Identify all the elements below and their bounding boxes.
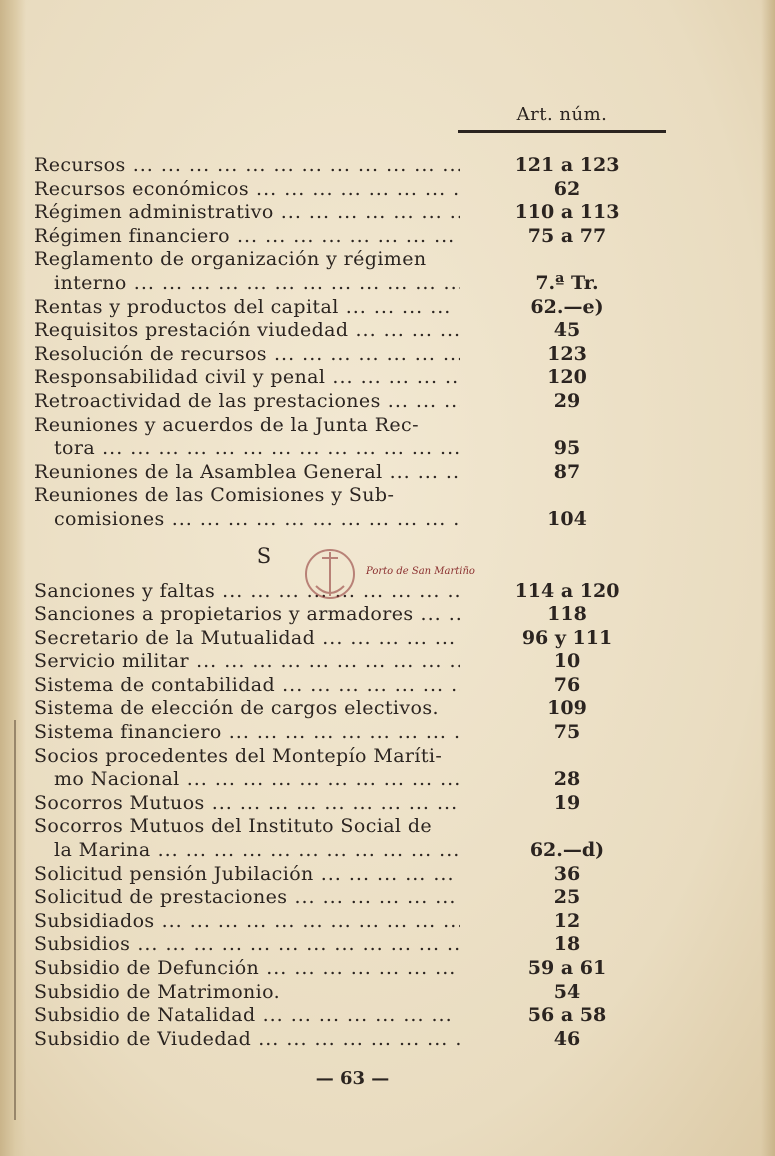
index-term [34,225,460,249]
index-term-text: mo Nacional ... . [54,768,460,790]
article-reference [460,484,634,508]
article-reference: 45 [553,319,581,342]
index-term-text: Subsidio de Natalidad ... . [34,1004,460,1026]
index-term [34,863,460,887]
article-reference: 109 [547,697,587,720]
page-edge-shadow-right [761,0,775,1156]
index-entry [34,319,634,343]
index-entry [34,768,634,792]
index-term [34,484,460,508]
index-entry [34,366,634,390]
article-reference: 7.ª Tr. [535,271,599,294]
index-term-text: Solicitud de prestaciones ... . [34,886,460,908]
index-term [34,248,460,272]
article-reference: 121 a 123 [514,154,620,176]
article-reference: 28 [553,768,581,791]
index-term [34,981,460,1005]
index-entry [34,272,634,296]
index-term-text: Socorros Mutuos del Instituto Social de [34,815,433,838]
index-term [34,366,460,390]
index-entry [34,745,634,769]
index-entry [34,201,634,225]
index-term-text: Secretario de la Mutualidad ... . [34,627,460,649]
article-reference: 36 [553,862,581,885]
index-entry [34,508,634,532]
article-reference: 110 a 113 [514,201,620,224]
index-term [34,910,460,934]
index-term [34,390,460,414]
index-term [34,957,460,981]
page-edge-shadow [0,0,26,1156]
index-term-text: Solicitud pensión Jubilación ... . [34,863,460,885]
index-term [34,343,460,367]
article-reference: 18 [553,933,581,956]
index-term-text: Sistema financiero ... . [34,721,460,743]
page-edge-crease [14,720,16,1120]
index-term-text: Recursos económicos ... . [34,178,460,200]
index-term-text: Sanciones a propietarios y armadores ... . [34,603,460,625]
index-term [34,745,460,769]
index-entry [34,721,634,745]
index-term-text: Subsidiados ... . [34,910,460,932]
index-term [34,792,460,816]
index-entry [34,1004,634,1028]
article-reference: 62.—d) [529,839,605,862]
index-term-text: comisiones ... . [54,508,460,530]
index-term-text: Servicio militar ... . [34,650,460,672]
index-entry [34,1028,634,1052]
article-reference: 95 [553,437,581,460]
page-number: — 63 — [315,1068,390,1089]
index-term [34,201,460,225]
index-entry [34,225,634,249]
index-term-text: Subsidio de Viudedad ... . [34,1028,460,1050]
index-term [34,839,460,863]
index-term-text: Retroactividad de las prestaciones ... . [34,390,460,412]
article-reference [460,745,634,769]
index-term-text: Régimen administrativo ... . [34,201,460,223]
index-term [34,627,460,651]
index-term-text: Subsidio de Matrimonio. [34,980,281,1003]
article-reference: 25 [553,886,581,909]
index-term-text: Rentas y productos del capital ... . [34,296,460,318]
index-term [34,154,460,178]
column-header-art-num: Art. núm. [516,104,608,125]
index-entry [34,390,634,414]
index-term-text: Reglamento de organización y régimen [34,248,427,271]
index-section-r [34,154,634,532]
index-term [34,508,460,532]
index-entry [34,414,634,438]
index-entry [34,863,634,887]
index-term [34,437,460,461]
article-reference: 118 [547,603,587,626]
index-entry [34,933,634,957]
index-entry [34,957,634,981]
index-term [34,721,460,745]
index-entry [34,886,634,910]
index-term-text: Sanciones y faltas ... . [34,580,460,602]
index-term-text: Reuniones de la Asamblea General ... . [34,461,460,483]
index-term [34,1004,460,1028]
index-term-text: tora ... . [54,437,460,459]
index-term [34,319,460,343]
index-term [34,650,460,674]
article-reference: 59 a 61 [527,957,607,979]
index-term-text: Sistema de contabilidad ... . [34,674,460,696]
article-reference: 29 [553,389,581,412]
article-reference: 54 [553,980,581,1003]
index-entry [34,839,634,863]
article-reference: 76 [553,673,581,696]
index-entry [34,792,634,816]
index-term [34,414,460,438]
article-reference: 62.—e) [530,295,604,318]
index-term-text: Reuniones de las Comisiones y Sub- [34,484,395,507]
index-entry [34,910,634,934]
index-term-text: interno ... . [54,272,460,294]
index-term [34,933,460,957]
index-term-text: Subsidio de Defunción ... . [34,957,460,979]
index-entry [34,154,634,178]
article-reference: 75 [553,721,581,744]
index-entry [34,627,634,651]
index-term [34,886,460,910]
index-term-text: Subsidios ... . [34,933,460,955]
article-reference: 120 [547,366,587,389]
article-reference: 62 [553,177,581,200]
index-entry [34,981,634,1005]
index-entry [34,697,634,721]
stamp-text: Porto de San Martiño [366,566,475,577]
article-reference: 46 [553,1027,581,1050]
index-term-text: la Marina ... . [54,839,460,861]
article-reference [460,248,634,272]
index-term [34,178,460,202]
index-entry [34,248,634,272]
library-stamp [296,538,496,618]
index-term [34,815,460,839]
header-rule [458,130,666,133]
article-reference [460,815,634,839]
index-entry [34,484,634,508]
index-term-text: Régimen financiero ... . [34,225,460,247]
article-reference: 12 [553,909,581,932]
index-term-text: Requisitos prestación viudedad ... . [34,319,460,341]
index-entry [34,650,634,674]
index-entry [34,437,634,461]
index-term [34,768,460,792]
index-term [34,296,460,320]
index-term-text: Resolución de recursos ... . [34,343,460,365]
article-reference: 96 y 111 [521,626,613,649]
index-term-text: Sistema de elección de cargos electivos. [34,697,439,720]
index-term-text: Reuniones y acuerdos de la Junta Rec- [34,413,419,436]
index-term-text: Socios procedentes del Montepío Maríti- [34,744,443,767]
index-entry [34,343,634,367]
index-term-text: Responsabilidad civil y penal ... . [34,366,460,388]
article-reference: 104 [547,507,587,530]
index-entry [34,178,634,202]
article-reference [460,414,634,438]
index-section-s [34,580,634,1052]
index-term [34,697,460,721]
section-letter-s: S [256,543,272,568]
index-entry [34,815,634,839]
index-entry [34,461,634,485]
index-term-text: Recursos ... . [34,154,460,176]
article-reference: 56 a 58 [527,1004,607,1027]
article-reference: 10 [553,650,581,673]
article-reference: 75 a 77 [527,224,607,247]
index-term [34,1028,460,1052]
article-reference: 87 [553,460,581,483]
index-term-text: Socorros Mutuos ... . [34,792,460,814]
index-term [34,674,460,698]
index-term [34,461,460,485]
index-entry [34,674,634,698]
index-entry [34,296,634,320]
index-term [34,272,460,296]
article-reference: 123 [547,342,587,365]
article-reference: 19 [553,791,581,814]
article-reference: 114 a 120 [514,579,620,602]
